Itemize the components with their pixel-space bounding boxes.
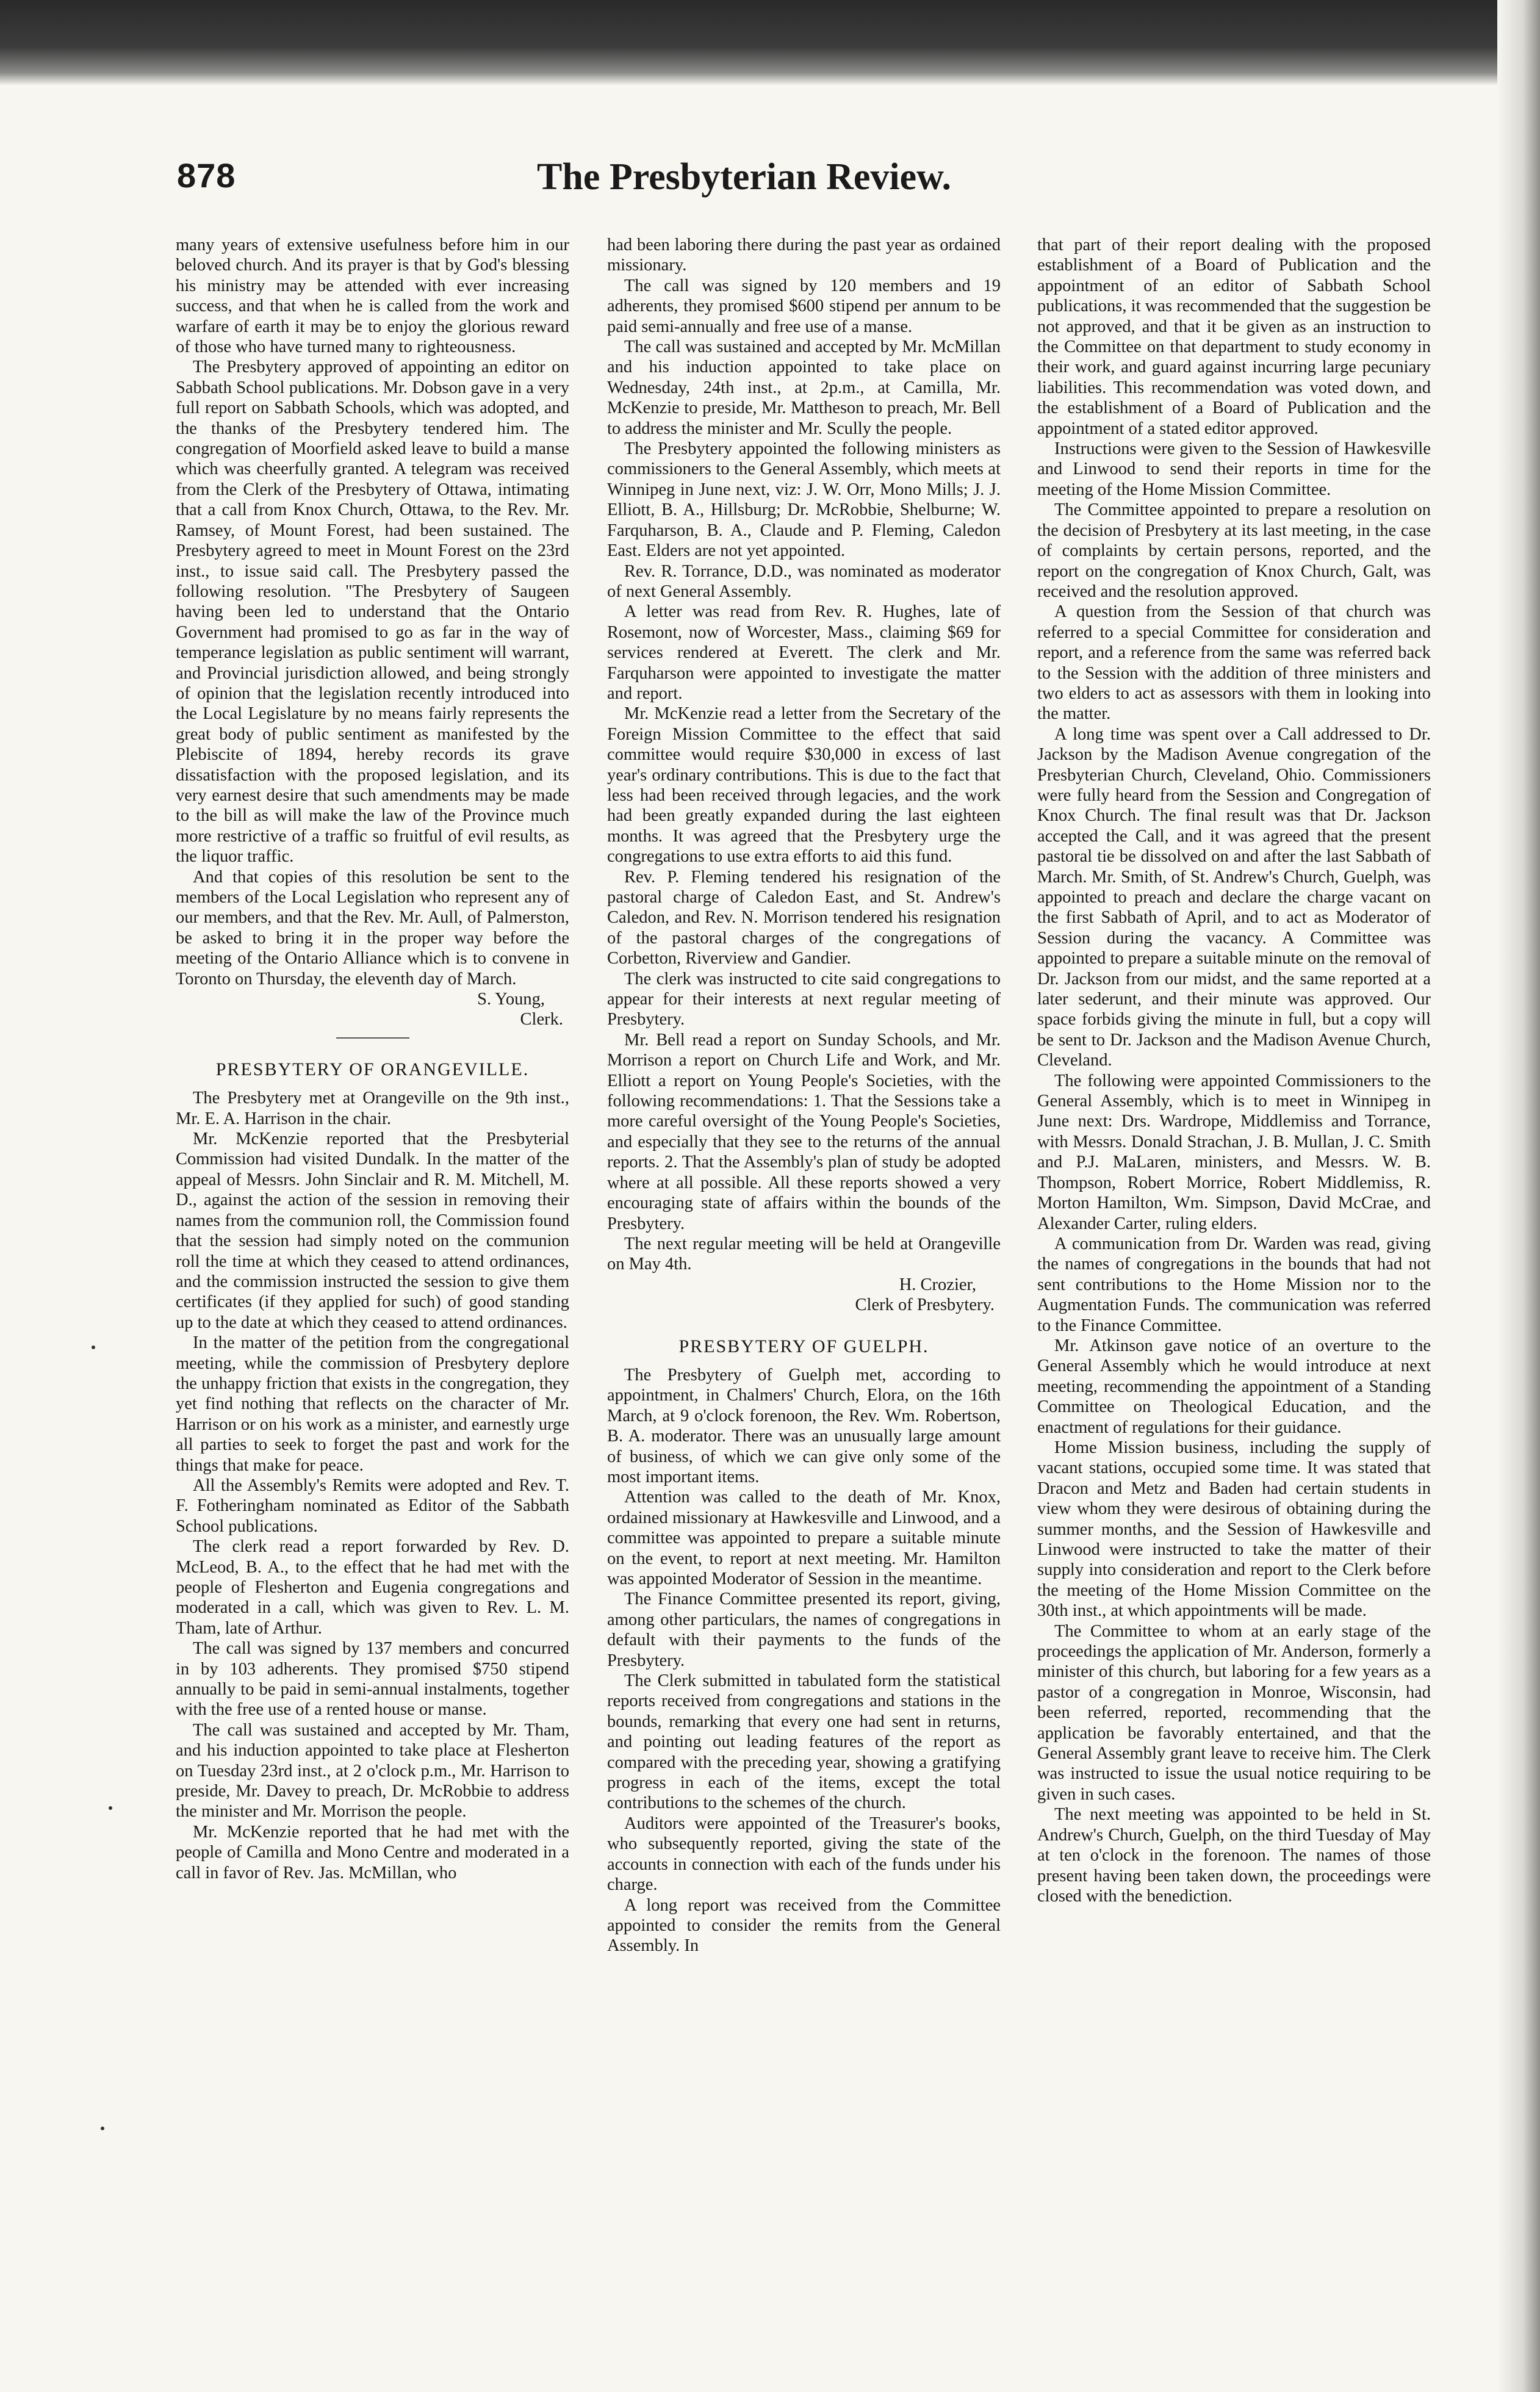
paragraph: that part of their report dealing with the proposed establishment of a Board of Publication and the appointment of an editor of Sabbath School publications, it was recommended that the suggestion be not approved, and that it be given as an instruction to the Committee on that department to study economy in their work, and guard against incurring large pecuniary liabilities. This recommendation was voted down, and the establishment of a Board of Publication and the appointment of a stated editor approved.: [1037, 236, 1431, 438]
paragraph: A long time was spent over a Call addressed to Dr. Jackson by the Madison Avenue congregation of the Presbyterian Church, Cleveland, Ohio. Commissioners were fully heard from the Session and Congregation of Knox Church. The final result was that Dr. Jackson accepted the Call, and it was agreed that the present pastoral tie be dissolved on and after the last Sabbath of March. Mr. Smith, of St. Andrew's Church, Guelph, was appointed to preach and declare the charge vacant on the first Sabbath of April, and to act as Moderator of Session during the vacancy. A Committee was appointed to prepare a suitable minute on the removal of Dr. Jackson from our midst, and the same reported at a later sederunt, and their minute was approved. Our space forbids giving the minute in full, but a copy will be sent to Dr. Jackson and the Madison Avenue Church, Cleveland.: [1037, 724, 1431, 1070]
section-heading: PRESBYTERY OF ORANGEVILLE.: [215, 1059, 530, 1079]
scan-right-edge: [1497, 0, 1540, 2392]
paragraph: The Finance Committee presented its report, giving, among other particulars, the names of congregations in default with their payments to the funds of the Presbytery.: [607, 1590, 1001, 1670]
paragraph: The Clerk submitted in tabulated form the statistical reports received from congregations and stations in the bounds, remarking that every one had sent in returns, and pointing out leading features of the report as compared with the preceding year, showing a gratifying progress in each of the items, except the total contributions to the schemes of the church.: [607, 1671, 1001, 1813]
paragraph: The Presbytery of Guelph met, according to appointment, in Chalmers' Church, Elora, on the 16th March, at 9 o'clock forenoon, the Rev. Wm. Robertson, B. A. moderator. There was an unusually large amount of business, of which we can give only some of the most important items.: [607, 1365, 1001, 1486]
paragraph: Mr. Bell read a report on Sunday Schools, and Mr. Morrison a report on Church Life and Work, and Mr. Elliott a report on Young People's Societies, with the following recommendations: 1. That the Sessions take a more careful oversight of the Young People's Societies, and especially that they see to the returns of the annual reports. 2. That the Assembly's plan of study be adopted where at all possible. All these reports showed a very encouraging state of affairs within the bounds of the Presbytery.: [607, 1030, 1001, 1233]
paragraph: The next regular meeting will be held at Orangeville on May 4th.: [607, 1234, 1001, 1274]
paragraph: Mr. McKenzie reported that he had met with the people of Camilla and Mono Centre and moderated in a call in favor of Rev. Jas. McMillan, who: [176, 1822, 569, 1882]
paragraph: Rev. R. Torrance, D.D., was nominated as moderator of next General Assembly.: [607, 561, 1001, 601]
paragraph: The Committee to whom at an early stage of the proceedings the application of Mr. Anderson, formerly a minister of this church, but laboring for a few years as a pastor of a congregation in Monroe, Wisconsin, had been referred, reported, recommending that the application be favorably entertained, and that the General Assembly grant leave to receive him. The Clerk was instructed to issue the usual notice requiring to be given in such cases.: [1037, 1621, 1431, 1804]
paragraph: Attention was called to the death of Mr. Knox, ordained missionary at Hawkesville and Linwood, and a committee was appointed to prepare a suitable minute on the event, to report at next meeting. Mr. Hamilton was appointed Moderator of Session in the meantime.: [607, 1488, 1001, 1588]
paragraph: Mr. McKenzie reported that the Presbyterial Commission had visited Dundalk. In the matter of the appeal of Messrs. John Sinclair and R. M. Mitchell, M. D., against the action of the session in removing their names from the communion roll, the Commission found that the session had simply noted on the communion roll the time at which they ceased to attend ordinances, and the commission instructed the session to give them certificates (if they applied for such) of good standing up to the date at which they ceased to attend ordinances.: [176, 1129, 569, 1332]
signature-title: Clerk of Presbytery.: [855, 1295, 995, 1315]
scan-top-shadow: [0, 0, 1540, 85]
paragraph: The Presbytery approved of appointing an editor on Sabbath School publications. Mr. Dobson gave in a very full report on Sabbath Schools, which was adopted, and the thanks of the Presbytery tendered him. The congregation of Moorfield asked leave to build a manse which was cheerfully granted. A telegram was received from the Clerk of the Presbytery of Ottawa, intimating that a call from Knox Church, Ottawa, to the Rev. Mr. Ramsey, of Mount Forest, had been sustained. The Presbytery agreed to meet in Mount Forest on the 23rd inst., to issue said call. The Presbytery passed the following resolution. "The Presbytery of Saugeen having been led to understand that the Ontario Government had promised to go as far in the way of temperance legislation as public sentiment will warrant, and Provincial jurisdiction allowed, and being strongly of opinion that the legislation recently introduced into the Local Legislature by no means fairly represents the great body of public sentiment as manifested by the Plebiscite of 1894, hereby records its grave dissatisfaction with the proposed legislation, and its very earnest desire that such amendments may be made to the bill as will make the law of the Province much more restrictive of a traffic so fruitful of evil results, as the liquor traffic.: [176, 358, 569, 866]
paragraph: The call was signed by 137 members and concurred in by 103 adherents. They promised $750 stipend annually to be paid in semi-annual instalments, together with the free use of a rented house or manse.: [176, 1639, 569, 1720]
page-title: The Presbyterian Review.: [537, 156, 952, 198]
paragraph: Instructions were given to the Session of Hawkesville and Linwood to send their reports in time for the meeting of the Home Mission Committee.: [1037, 439, 1431, 499]
paragraph: The following were appointed Commissioners to the General Assembly, which is to meet in Winnipeg in June next: Drs. Wardrope, Middlemiss and Torrance, with Messrs. Donald Strachan, J. B. Mullan, J. C. Smith and P.J. MaLaren, ministers, and Messrs. W. B. Thompson, Robert Morrice, Robert Middlemiss, R. Morton Hamilton, Wm. Simpson, David McCrae, and Alexander Carter, ruling elders.: [1037, 1071, 1431, 1233]
paragraph: The clerk was instructed to cite said congregations to appear for their interests at next regular meeting of Presbytery.: [607, 969, 1001, 1029]
section-heading: PRESBYTERY OF GUELPH.: [678, 1336, 929, 1356]
paragraph: And that copies of this resolution be sent to the members of the Local Legislation who represent any of our members, and that the Rev. Mr. Aull, of Palmerston, be asked to bring it in the proper way before the meeting of the Ontario Alliance which is to convene in Toronto on Thursday, the eleventh day of March.: [176, 867, 569, 989]
paragraph: The Presbytery met at Orangeville on the 9th inst., Mr. E. A. Harrison in the chair.: [176, 1089, 569, 1128]
paragraph: Mr. Atkinson gave notice of an overture to the General Assembly which he would introduce at next meeting, recommending the appointment of a Standing Committee on Theological Education, and the enactment of regulations for their guidance.: [1037, 1336, 1431, 1437]
column-3: [1037, 235, 1431, 1906]
paragraph: The next meeting was appointed to be held in St. Andrew's Church, Guelph, on the third Tuesday of May at ten o'clock in the forenoon. The names of those present having been taken down, the proceedings were closed with the benediction.: [1037, 1805, 1431, 1906]
scan-speck: [92, 1346, 95, 1349]
signature-name: S. Young,: [477, 990, 545, 1009]
paragraph: The clerk read a report forwarded by Rev. D. McLeod, B. A., to the effect that he had met with the people of Flesherton and Eugenia congregations and moderated in a call, which was given to Rev. L. M. Tham, late of Arthur.: [176, 1537, 569, 1638]
paragraph: In the matter of the petition from the congregational meeting, while the commission of Presbytery deplore the unhappy friction that exists in the congregation, they yet find nothing that reflects on the character of Mr. Harrison or on his work as a minister, and earnestly urge all parties to seek to forget the past and work for the things that make for peace.: [176, 1333, 569, 1475]
paragraph: The call was sustained and accepted by Mr. McMillan and his induction appointed to take place on Wednesday, 24th inst., at 2p.m., at Camilla, Mr. McKenzie to preside, Mr. Mattheson to preach, Mr. Bell to address the minister and Mr. Scully the people.: [607, 337, 1001, 438]
paragraph: had been laboring there during the past year as ordained missionary.: [607, 236, 1001, 275]
paragraph: A long report was received from the Committee appointed to consider the remits from the General Assembly. In: [607, 1895, 1001, 1956]
scan-speck: [101, 2127, 104, 2130]
signature-title: Clerk.: [520, 1010, 563, 1029]
paragraph: The Committee appointed to prepare a resolution on the decision of Presbytery at its last meeting, in the case of complaints by certain persons, reported, and the report on the congregation of Knox Church, Galt, was received and the resolution approved.: [1037, 500, 1431, 601]
column-1: [176, 235, 569, 1883]
paragraph: many years of extensive usefulness before him in our beloved church. And its prayer is that by God's blessing his ministry may be attended with ever increasing success, and that when he is called from the work and warfare of earth it may be to enjoy the glorious reward of those who have turned many to righteousness.: [176, 236, 569, 357]
paragraph: All the Assembly's Remits were adopted and Rev. T. F. Fotheringham nominated as Editor of the Sabbath School publications.: [176, 1475, 569, 1536]
paragraph: A communication from Dr. Warden was read, giving the names of congregations in the bounds that had not sent contributions to the Home Mission nor to the Augmentation Funds. The communication was referred to the Finance Committee.: [1037, 1234, 1431, 1335]
page-number: 878: [177, 156, 236, 195]
scan-speck: [109, 1806, 112, 1810]
paragraph: The Presbytery appointed the following ministers as commissioners to the General Assembly, which meets at Winnipeg in June next, viz: J. W. Orr, Mono Mills; J. J. Elliott, B. A., Hillsburg; Dr. McRobbie, Shelburne; W. Farquharson, B. A., Claude and P. Fleming, Caledon East. Elders are not yet appointed.: [607, 439, 1001, 561]
signature-name: H. Crozier,: [899, 1275, 976, 1294]
paragraph: Mr. McKenzie read a letter from the Secretary of the Foreign Mission Committee to the effect that said committee would require $30,000 in excess of last year's ordinary contributions. This is due to the fact that less had been received through legacies, and the work had been greatly expanded during the last eighteen months. It was agreed that the Presbytery urge the congregations to use extra efforts to aid this fund.: [607, 704, 1001, 866]
paragraph: A question from the Session of that church was referred to a special Committee for consideration and report, and a reference from the same was referred back to the Session with the addition of three ministers and two elders to act as assessors with them in looking into the matter.: [1037, 602, 1431, 724]
paragraph: The call was sustained and accepted by Mr. Tham, and his induction appointed to take place at Flesherton on Tuesday 23rd inst., at 2 o'clock p.m., Mr. Harrison to preside, Mr. Davey to preach, Dr. McRobbie to address the minister and Mr. Morrison the people.: [176, 1720, 569, 1821]
paragraph: Rev. P. Fleming tendered his resignation of the pastoral charge of Caledon East, and St. Andrew's Caledon, and Rev. N. Morrison tendered his resignation of the pastoral charges of the congregations of Corbetton, Riverview and Gandier.: [607, 867, 1001, 968]
column-2: [607, 235, 1001, 1956]
paragraph: A letter was read from Rev. R. Hughes, late of Rosemont, now of Worcester, Mass., claiming $69 for services rendered at Everett. The clerk and Mr. Farquharson were appointed to investigate the matter and report.: [607, 602, 1001, 703]
paragraph: Home Mission business, including the supply of vacant stations, occupied some time. It was stated that Dracon and Metz and Baden had certain students in view whom they were desirous of obtaining during the summer months, and the Session of Hawkesville and Linwood were instructed to take the matter of their supply into consideration and report to the Clerk before the meeting of the Home Mission Committee on the 30th inst., at which appointments will be made.: [1037, 1438, 1431, 1621]
divider: [336, 1037, 409, 1039]
paragraph: Auditors were appointed of the Treasurer's books, who subsequently reported, giving the state of the accounts in connection with each of the funds under his charge.: [607, 1814, 1001, 1895]
paragraph: The call was signed by 120 members and 19 adherents, they promised $600 stipend per annum to be paid semi-annually and free use of a manse.: [607, 276, 1001, 336]
